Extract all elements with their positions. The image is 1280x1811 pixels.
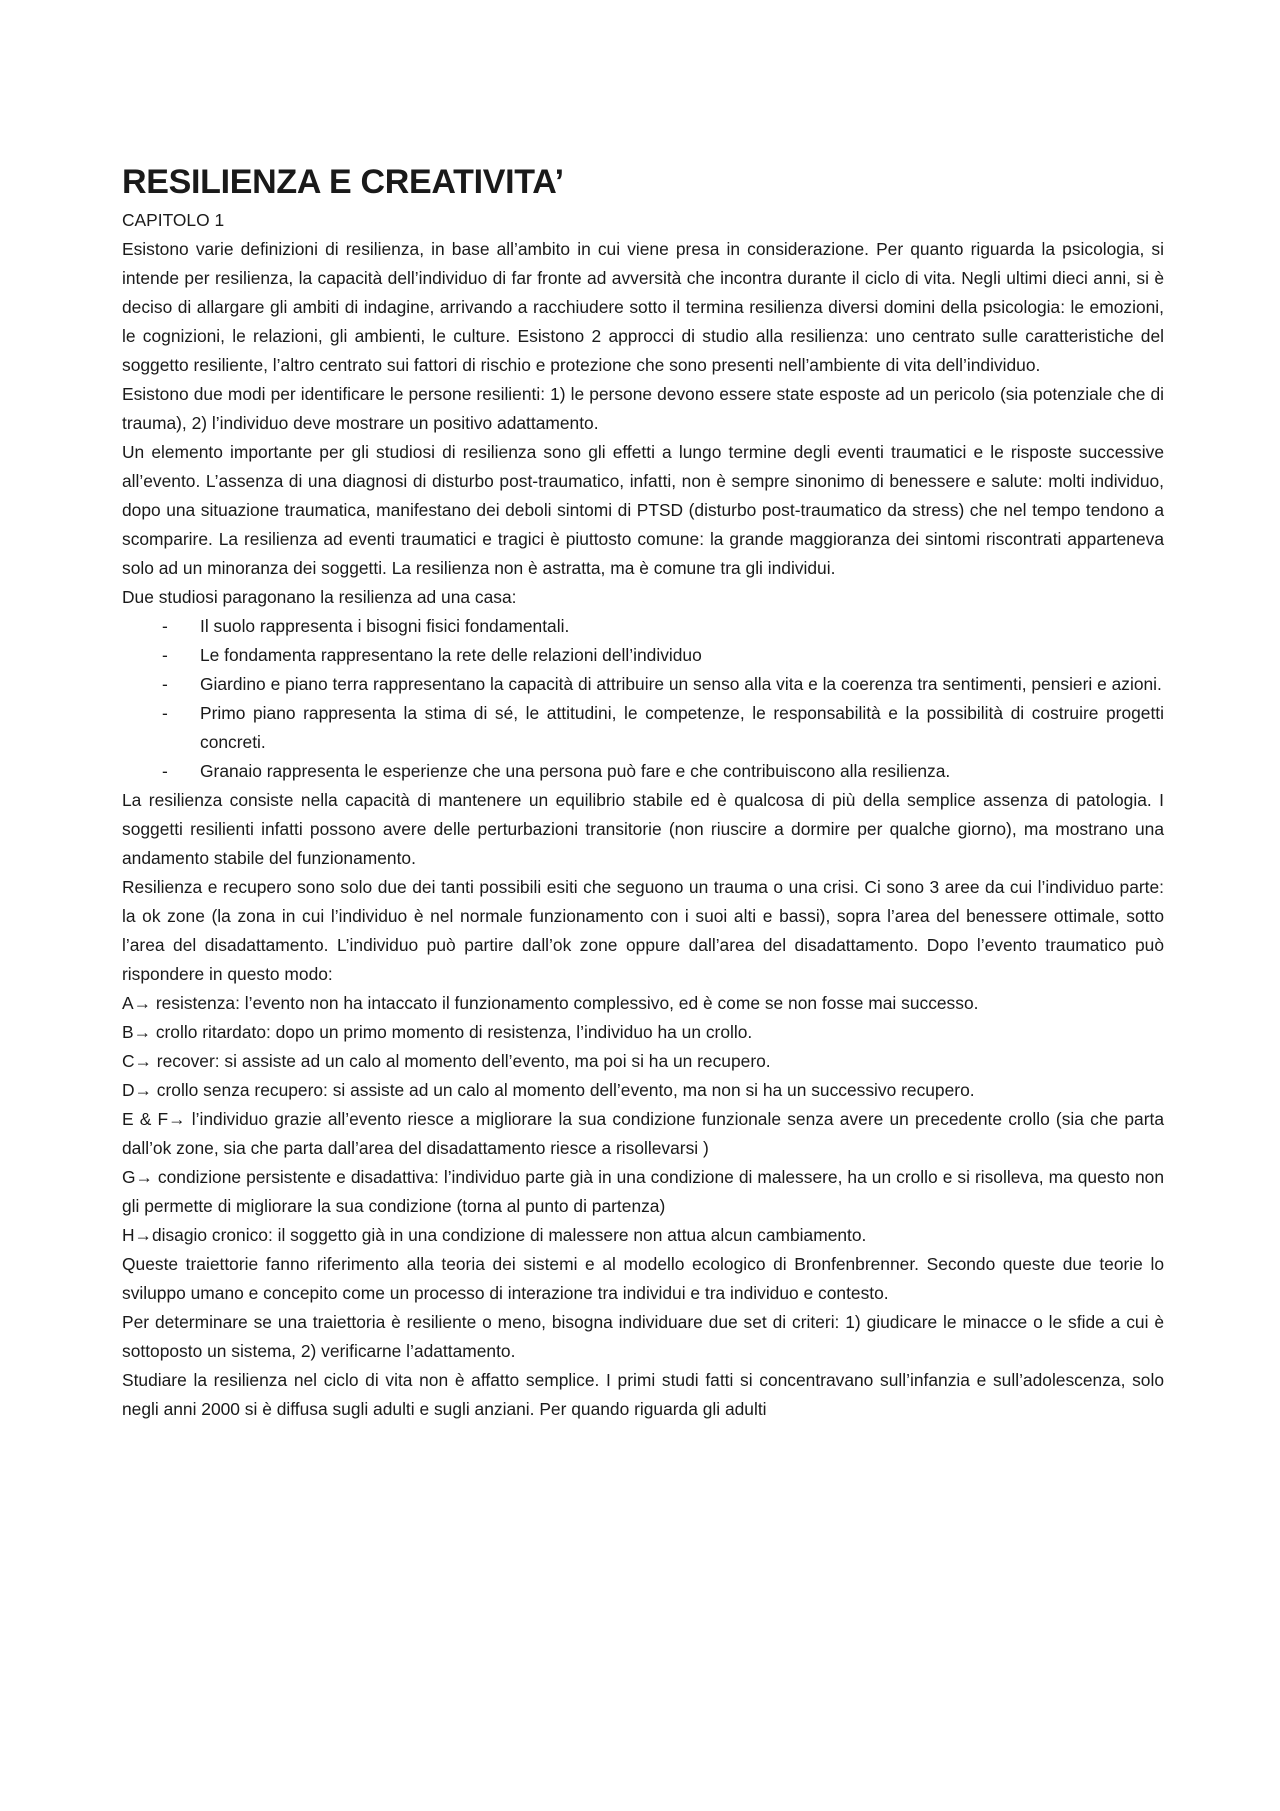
list-item-text: Il suolo rappresenta i bisogni fisici fondamentali. <box>200 616 570 636</box>
list-item <box>122 670 1164 699</box>
list-item <box>122 757 1164 786</box>
trajectory-c: C→ recover: si assiste ad un calo al momento dell’evento, ma poi si ha un recupero. <box>122 1051 771 1071</box>
list-dash: - <box>162 703 168 723</box>
paragraph: Resilienza e recupero sono solo due dei tanti possibili esiti che seguono un trauma o una crisi. Ci sono 3 aree da cui l’individuo parte: la ok zone (la zona in cui l’individuo è nel normale funzionamento con i suoi alti e bassi), sopra l’area del benessere ottimale, sotto l’area del disadattamento. L’individuo può partire dall’ok zone oppure dall’area del disadattamento. Dopo l’evento traumatico può rispondere in questo modo: <box>122 877 1164 984</box>
document-page <box>122 160 1164 1424</box>
trajectory-a: A→ resistenza: l’evento non ha intaccato il funzionamento complessivo, ed è come se non fosse mai successo. <box>122 993 979 1013</box>
paragraph: Per determinare se una traiettoria è resiliente o meno, bisogna individuare due set di criteri: 1) giudicare le minacce o le sfide a cui è sottoposto un sistema, 2) verificarne l’adattamento. <box>122 1312 1164 1361</box>
list-dash: - <box>162 645 168 665</box>
paragraph: Esistono due modi per identificare le persone resilienti: 1) le persone devono essere state esposte ad un pericolo (sia potenziale che di trauma), 2) l’individuo deve mostrare un positivo adattamento. <box>122 384 1164 433</box>
paragraph: Due studiosi paragonano la resilienza ad una casa: <box>122 587 517 607</box>
chapter-heading: CAPITOLO 1 <box>122 210 225 230</box>
list-item-text: Primo piano rappresenta la stima di sé, le attitudini, le competenze, le responsabilità e la possibilità di costruire progetti concreti. <box>200 703 1164 752</box>
list-item <box>122 612 1164 641</box>
trajectory-g: G→ condizione persistente e disadattiva: l’individuo parte già in una condizione di malessere, ha un crollo e si risolleva, ma questo non gli permette di migliorare la sua condizione (torna al punto di partenza) <box>122 1167 1164 1216</box>
list-item-text: Giardino e piano terra rappresentano la capacità di attribuire un senso alla vita e la coerenza tra sentimenti, pensieri e azioni. <box>200 674 1162 694</box>
list-dash: - <box>162 616 168 636</box>
trajectory-d: D→ crollo senza recupero: si assiste ad un calo al momento dell’evento, ma non si ha un successivo recupero. <box>122 1080 975 1100</box>
list-item <box>122 641 1164 670</box>
paragraph: La resilienza consiste nella capacità di mantenere un equilibrio stabile ed è qualcosa di più della semplice assenza di patologia. I soggetti resilienti infatti possono avere delle perturbazioni transitorie (non riuscire a dormire per qualche giorno), ma mostrano una andamento stabile del funzionamento. <box>122 790 1164 868</box>
document-title: RESILIENZA E CREATIVITA’ <box>122 163 564 201</box>
paragraph: Esistono varie definizioni di resilienza, in base all’ambito in cui viene presa in considerazione. Per quanto riguarda la psicologia, si intende per resilienza, la capacità dell’individuo di far fronte ad avversità che incontra durante il ciclo di vita. Negli ultimi dieci anni, si è deciso di allargare gli ambiti di indagine, arrivando a racchiudere sotto il termina resilienza diversi domini della psicologia: le emozioni, le cognizioni, le relazioni, gli ambienti, le culture. Esistono 2 approcci di studio alla resilienza: uno centrato sulle caratteristiche del soggetto resiliente, l’altro centrato sui fattori di rischio e protezione che sono presenti nell’ambiente di vita dell’individuo. <box>122 239 1164 375</box>
paragraph: Un elemento importante per gli studiosi di resilienza sono gli effetti a lungo termine degli eventi traumatici e le risposte successive all’evento. L’assenza di una diagnosi di disturbo post-traumatico, infatti, non è sempre sinonimo di benessere e salute: molti individuo, dopo una situazione traumatica, manifestano dei deboli sintomi di PTSD (disturbo post-traumatico da stress) che nel tempo tendono a scomparire. La resilienza ad eventi traumatici e tragici è piuttosto comune: la grande maggioranza dei sintomi riscontrati apparteneva solo ad un minoranza dei soggetti. La resilienza non è astratta, ma è comune tra gli individui. <box>122 442 1164 578</box>
list-item-text: Granaio rappresenta le esperienze che una persona può fare e che contribuiscono alla resilienza. <box>200 761 951 781</box>
list-item <box>122 699 1164 757</box>
paragraph: Studiare la resilienza nel ciclo di vita non è affatto semplice. I primi studi fatti si concentravano sull’infanzia e sull’adolescenza, solo negli anni 2000 si è diffusa sugli adulti e sugli anziani. Per quando riguarda gli adulti <box>122 1370 1164 1419</box>
list-dash: - <box>162 761 168 781</box>
trajectory-h: H→disagio cronico: il soggetto già in una condizione di malessere non attua alcun cambiamento. <box>122 1225 867 1245</box>
trajectory-e-f: E & F→ l’individuo grazie all’evento riesce a migliorare la sua condizione funzionale senza avere un precedente crollo (sia che parta dall’ok zone, sia che parta dall’area del disadattamento riesce a risollevarsi ) <box>122 1109 1164 1158</box>
trajectory-b: B→ crollo ritardato: dopo un primo momento di resistenza, l’individuo ha un crollo. <box>122 1022 753 1042</box>
house-metaphor-list <box>122 612 1164 786</box>
paragraph: Queste traiettorie fanno riferimento alla teoria dei sistemi e al modello ecologico di Bronfenbrenner. Secondo queste due teorie lo sviluppo umano e concepito come un processo di interazione tra individui e tra individuo e contesto. <box>122 1254 1164 1303</box>
list-item-text: Le fondamenta rappresentano la rete delle relazioni dell’individuo <box>200 645 702 665</box>
list-dash: - <box>162 674 168 694</box>
